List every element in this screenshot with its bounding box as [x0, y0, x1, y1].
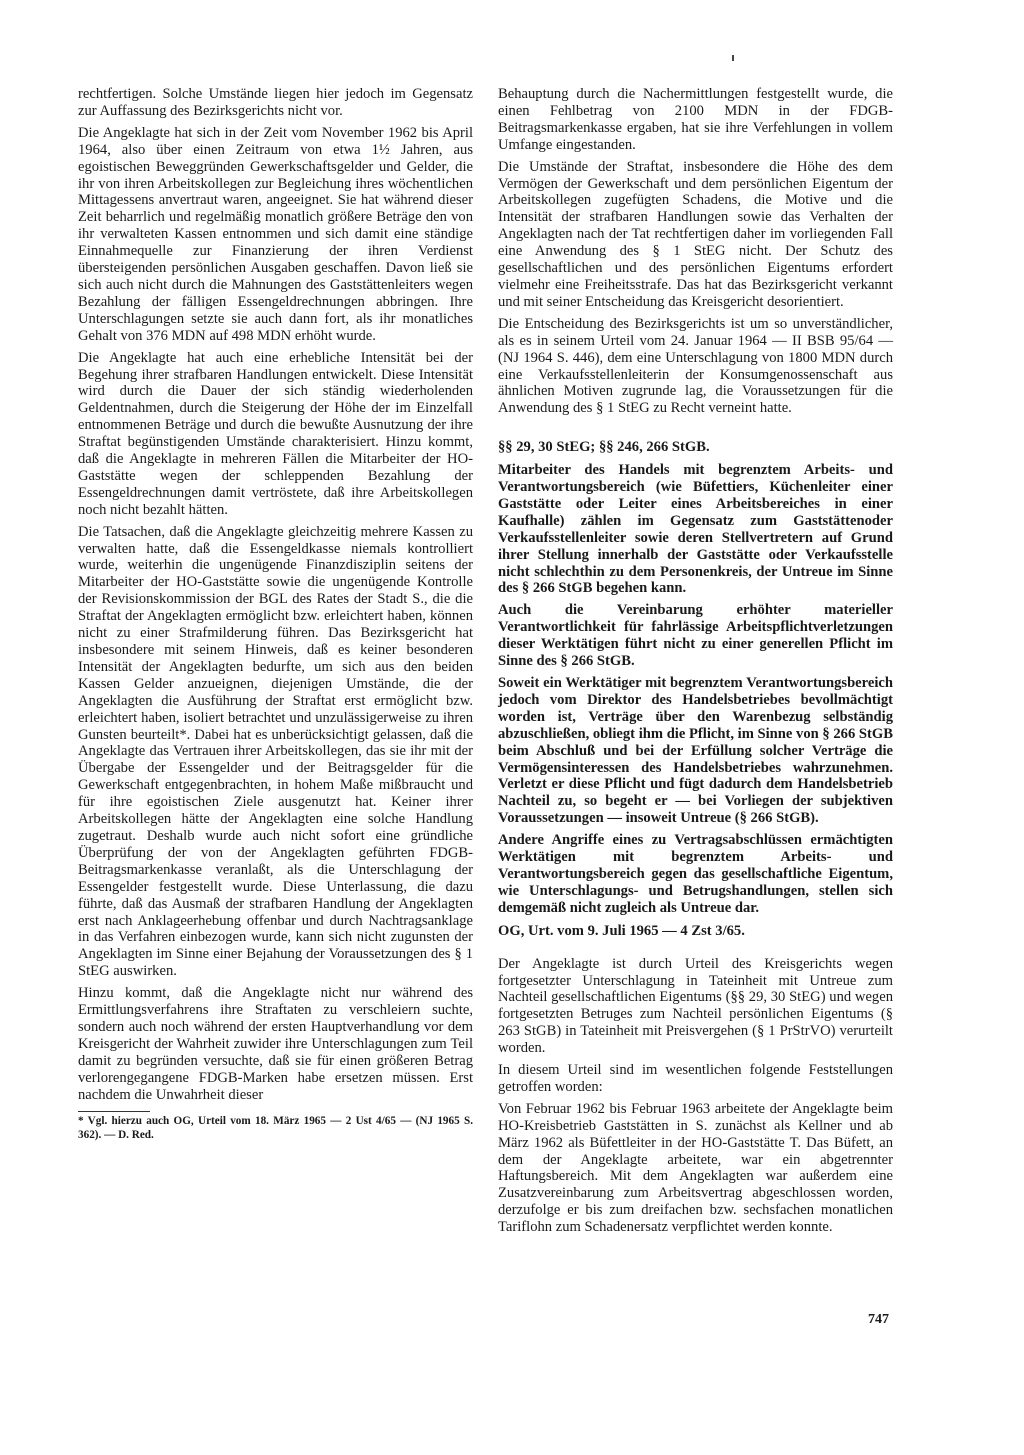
paragraph: Die Angeklagte hat auch eine erhebliche Intensität bei der Begehung ihrer strafbaren Handlungen entwickelt. Diese Intensität wird durch die Dauer der sich ständig wiederholenden Geldentnahmen, durch die Steigerung der Höhe der im Einzelfall entnommenen Beträge und durch die bewußte Ausnutzung der ihre Straftat begünstigenden Umstände charakterisiert. Hinzu kommt, daß die Angeklagte in mehreren Fällen die Mitarbeiter der HO-Gaststätte wegen der schleppenden Bezahlung der Essengeldrechnungen damit vertröstete, daß ihre Arbeitskollegen noch nicht bezahlt hätten.	[78, 349, 473, 518]
leitsatz: Mitarbeiter des Handels mit begrenztem Arbeits- und Verantwortungsbereich (wie Büfettiers, Küchenleiter einer Gaststätte oder Leiter eines Arbeitsbereiches in einer Kaufhalle) zählen im Gegensatz zum Gaststättenoder Verkaufsstellenleiter sowie deren Stellvertretern auf Grund ihrer Stellung innerhalb der Gaststätte oder Verkaufsstelle nicht schlechthin zu dem Personenkreis, der Untreue im Sinne des § 266 StGB begehen kann.	[498, 462, 893, 597]
page-number: 747	[868, 1312, 889, 1327]
paragraph: Die Umstände der Straftat, insbesondere die Höhe des dem Vermögen der Gewerkschaft und dem persönlichen Eigentum der Arbeitskollegen zugefügten Schadens, die Motive und die Intensität der strafbaren Handlungen sowie das Verhalten der Angeklagten nach der Tat rechtfertigen daher im vorliegenden Fall eine Anwendung des § 1 StEG nicht. Der Schutz des gesellschaftlichen und des persönlichen Eigentums erfordert vielmehr eine Freiheitsstrafe. Das hat das Bezirksgericht verkannt und mit seiner Entscheidung das Kreisgericht desorientiert.	[498, 158, 893, 310]
leitsatz: Soweit ein Werktätiger mit begrenztem Verantwortungsbereich jedoch vom Direktor des Handelsbetriebes bevollmächtigt worden ist, Verträge über den Warenbezug selbständig abzuschließen, obliegt ihm die Pflicht, im Sinne von § 266 StGB beim Abschluß und bei der Erfüllung solcher Verträge die Vermögensinteressen des Handelsbetriebes wahrzunehmen. Verletzt er diese Pflicht und fügt dadurch dem Handelsbetrieb Nachteil zu, so begeht er — bei Vorliegen der subjektiven Voraussetzungen — insoweit Untreue (§ 266 StGB).	[498, 675, 893, 827]
right-column	[498, 86, 893, 1241]
left-column	[78, 86, 473, 1142]
footnote-divider	[78, 1111, 150, 1112]
paragraph: Die Angeklagte hat sich in der Zeit vom November 1962 bis April 1964, also über einen Zeitraum von etwa 1½ Jahren, aus egoistischen Beweggründen Gewerkschaftsgelder und Gelder, die ihr von ihren Arbeitskollegen zur Begleichung ihres wöchentlichen Mittagessens anvertraut waren, angeeignet. Sie hat während dieser Zeit beharrlich und regelmäßig monatlich größere Beträge den von ihr verwalteten Kassen entnommen und sich damit eine ständige Einnahmequelle zur Finanzierung der ihren Verdienst übersteigenden persönlichen Ausgaben geschaffen. Davon ließ sie sich auch nicht durch die Mahnungen des Gaststättenleiters wegen Bezahlung der fälligen Essengeldrechnungen abbringen. Ihre Unterschlagungen setzte sie auch dann fort, als ihr monatliches Gehalt von 376 MDN auf 498 MDN erhöht wurde.	[78, 124, 473, 344]
paragraph: In diesem Urteil sind im wesentlichen folgende Feststellungen getroffen worden:	[498, 1062, 893, 1095]
paragraph: Der Angeklagte ist durch Urteil des Kreisgerichts wegen fortgesetzter Unterschlagung in Tateinheit mit Untreue zum Nachteil gesellschaftlichen Eigentums (§§ 29, 30 StEG) und wegen fortgesetzten Betruges zum Nachteil persönlichen Eigentums (§ 263 StGB) in Tateinheit mit Preisvergehen (§ 1 PrStrVO) verurteilt worden.	[498, 955, 893, 1057]
leitsatz: Andere Angriffe eines zu Vertragsabschlüssen ermächtigten Werktätigen mit begrenztem Arbeits- und Verantwortungsbereich gegen das gesellschaftliche Eigentum, wie Unterschlagungs- und Betrugshandlungen, stellen sich demgemäß nicht zugleich als Untreue dar.	[498, 832, 893, 916]
paragraph: Die Entscheidung des Bezirksgerichts ist um so unverständlicher, als es in seinem Urteil vom 24. Januar 1964 — II BSB 95/64 — (NJ 1964 S. 446), dem eine Unterschlagung von 1800 MDN durch eine Verkaufsstellenleiterin der Konsumgenossenschaft aus ähnlichen Motiven zugrunde lag, die Voraussetzungen für die Anwendung des § 1 StEG zu Recht verneint hatte.	[498, 315, 893, 417]
section-heading: §§ 29, 30 StEG; §§ 246, 266 StGB.	[498, 439, 710, 456]
scan-mark	[732, 55, 734, 61]
leitsatz: Auch die Vereinbarung erhöhter materieller Verantwortlichkeit für fahrlässige Arbeitspflichtverletzungen dieser Werktätigen führt nicht zu einer generellen Pflicht im Sinne des § 266 StGB.	[498, 602, 893, 670]
paragraph: Die Tatsachen, daß die Angeklagte gleichzeitig mehrere Kassen zu verwalten hatte, daß die Essengeldkasse niemals kontrolliert wurde, weiterhin die ungenügende Finanzdisziplin seitens der Mitarbeiter der HO-Gaststätte sowie die ungenügende Kontrolle der Revisionskommission der BGL des Rates der Stadt S., die die Straftat der Angeklagten ermöglicht bzw. erleichtert haben, können nicht zu einer Strafmilderung führen. Das Bezirksgericht hat insbesondere mit seinem Hinweis, daß es keiner besonderen Intensität der Angeklagten bedurfte, um sich aus den beiden Kassen Gelder anzueignen, diejenigen Umstände, die der Angeklagten die Ausführung der Straftat erst ermöglicht bzw. erleichtert haben, isoliert betrachtet und unzulässigerweise zu ihren Gunsten beurteilt*. Dabei hat es unberücksichtigt gelassen, daß die Angeklagte das Vertrauen ihrer Arbeitskollegen, das sie ihr mit der Übergabe der Essengelder und der Beitragsgelder für die Gewerkschaft entgegenbrachten, in hohem Maße mißbraucht und für ihre egoistischen Ziele ausgenutzt hat. Keiner ihrer Arbeitskollegen hätte der Angeklagten eine solche Handlung zugetraut. Deshalb wurde auch nicht sofort eine gründliche Überprüfung der von der Angeklagten geführten FDGB-Beitragsmarkenkasse veranlaßt, als die Unterschlagung der Essengelder festgestellt wurde. Diese Unterlassung, die dazu führte, daß das Ausmaß der strafbaren Handlung der Angeklagten erst nach Anklageerhebung offenbar und durch Nachtragsanklage in das Verfahren einbezogen wurde, kann sich nicht zugunsten der Angeklagten im Sinne einer Bejahung der Voraussetzungen des § 1 StEG auswirken.	[78, 523, 473, 980]
footnote: * Vgl. hierzu auch OG, Urteil vom 18. März 1965 — 2 Ust 4/65 — (NJ 1965 S. 362). — D. Red.	[78, 1115, 473, 1141]
court-citation: OG, Urt. vom 9. Juli 1965 — 4 Zst 3/65.	[498, 922, 745, 939]
paragraph: rechtfertigen. Solche Umstände liegen hier jedoch im Gegensatz zur Auffassung des Bezirksgerichts nicht vor.	[78, 86, 473, 119]
paragraph: Von Februar 1962 bis Februar 1963 arbeitete der Angeklagte beim HO-Kreisbetrieb Gaststätten in S. zunächst als Kellner und ab März 1962 als Büfettleiter in der HO-Gaststätte T. Das Büfett, an dem der Angeklagte arbeitete, war ein abgetrennter Haftungsbereich. Mit dem Angeklagten war außerdem eine Zusatzvereinbarung zum Arbeitsvertrag abgeschlossen worden, derzufolge er bis zum dreifachen bzw. sechsfachen monatlichen Tariflohn zum Schadenersatz verpflichtet werden konnte.	[498, 1100, 893, 1236]
paragraph: Hinzu kommt, daß die Angeklagte nicht nur während des Ermittlungsverfahrens ihre Straftaten zu verschleiern suchte, sondern auch noch während der ersten Hauptverhandlung vor dem Kreisgericht der Wahrheit zuwider ihre Unterschlagungen zum Teil damit zu begründen versuchte, daß sie für einen größeren Betrag verlorengegangene FDGB-Marken habe ersetzen müssen. Erst nachdem die Unwahrheit dieser	[78, 985, 473, 1103]
paragraph: Behauptung durch die Nachermittlungen festgestellt wurde, die einen Fehlbetrag von 2100 MDN in der FDGB-Beitragsmarkenkasse ergaben, hat sie ihre Verfehlungen in vollem Umfange eingestanden.	[498, 86, 893, 153]
